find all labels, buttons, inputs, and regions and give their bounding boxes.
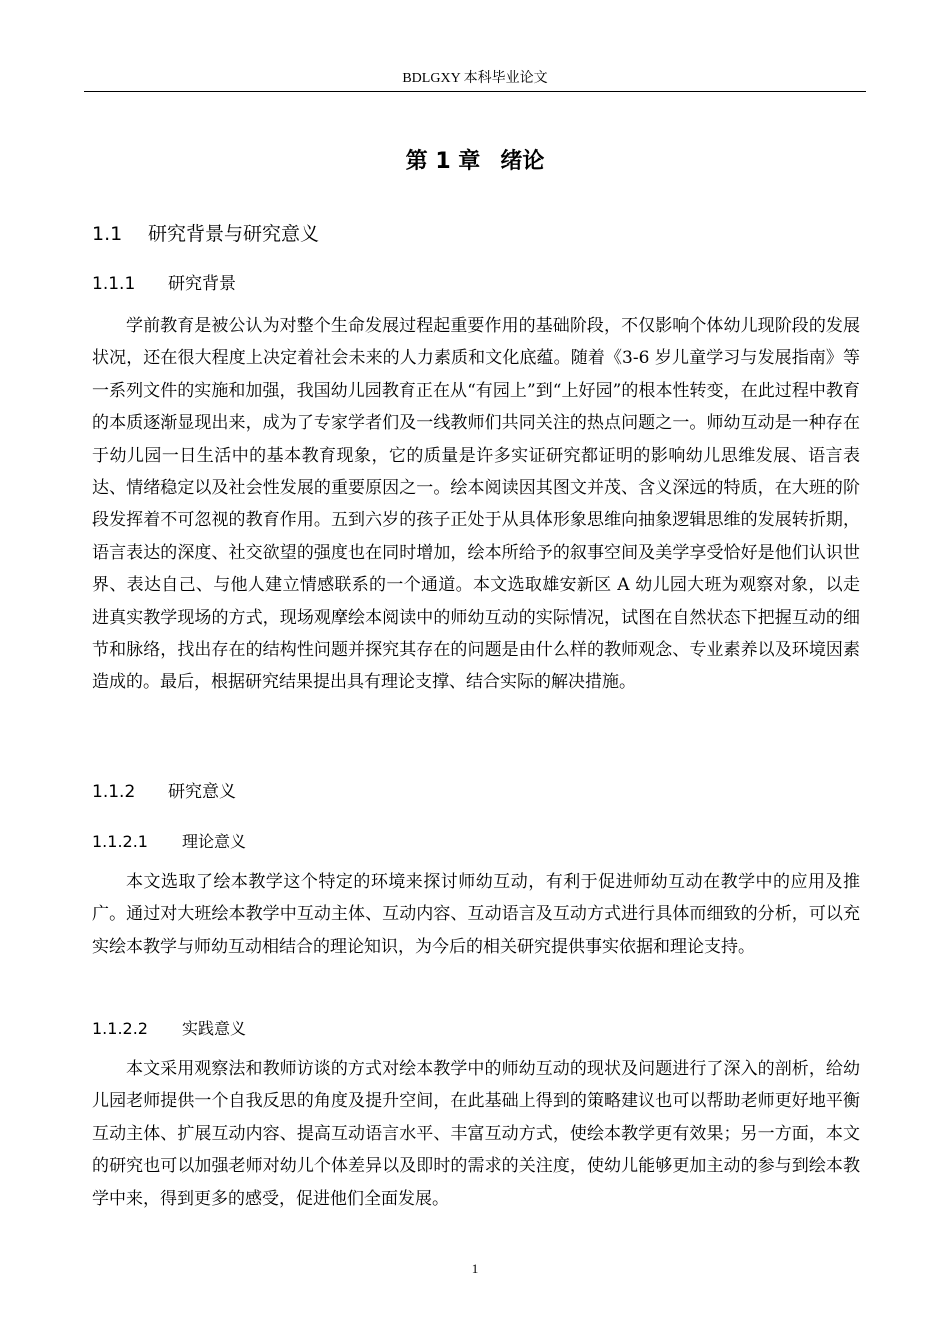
section-title: 实践意义 [182,1019,247,1038]
chapter-number: 第 1 章 [405,149,481,174]
section-title: 研究背景 [168,274,236,294]
paragraph-practical-significance: 本文采用观察法和教师访谈的方式对绘本教学中的师幼互动的现状及问题进行了深入的剖析，给幼儿园老师提供一个自我反思的角度及提升空间，在此基础上得到的策略建议也可以帮助老师更好地平衡互动主体、扩展互动内容、提高互动语言水平、丰富互动方式，使绘本教学更有效果；另一方面，本文的研究也可以加强老师对幼儿个体差异以及即时的需求的关注度，使幼儿能够更加主动的参与到绘本教学中来，得到更多的感受，促进他们全面发展。 [92,1059,860,1209]
section-heading-1-1-2-1 [92,830,246,854]
section-number: 1.1.2 [92,782,136,802]
section-number: 1.1.1 [92,274,136,294]
header-rule [84,91,866,92]
section-number: 1.1.2.2 [92,1019,148,1038]
section-title: 理论意义 [182,832,247,851]
section-heading-1-1 [92,220,319,248]
running-header: BDLGXY 本科毕业论文 [402,71,548,86]
chapter-title [84,146,866,178]
section-heading-1-1-2-2 [92,1017,246,1041]
paragraph-research-background: 学前教育是被公认为对整个生命发展过程起重要作用的基础阶段，不仅影响个体幼儿现阶段的发展状况，还在很大程度上决定着社会未来的人力素质和文化底蕴。随着《3-6 岁儿童学习与发展指南》等一系列文件的实施和加强，我国幼儿园教育正在从“有园上”到“上好园”的根本性转变，在此过程中教育的本质逐渐显现出来，成为了专家学者们及一线教师们共同关注的热点问题之一。师幼互动是一种存在于幼儿园一日生活中的基本教育现象，它的质量是许多实证研究都证明的影响幼儿思维发展、语言表达、情绪稳定以及社会性发展的重要原因之一。绘本阅读因其图文并茂、含义深远的特质，在大班的阶段发挥着不可忽视的教育作用。五到六岁的孩子正处于从具体形象思维向抽象逻辑思维的发展转折期，语言表达的深度、社交欲望的强度也在同时增加，绘本所给予的叙事空间及美学享受恰好是他们认识世界、表达自己、与他人建立情感联系的一个通道。本文选取雄安新区 A 幼儿园大班为观察对象，以走进真实教学现场的方式，现场观摩绘本阅读中的师幼互动的实际情况，试图在自然状态下把握互动的细节和脉络，找出存在的结构性问题并探究其存在的问题是由什么样的教师观念、专业素养以及环境因素造成的。最后，根据研究结果提出具有理论支撑、结合实际的解决措施。 [92,316,860,693]
section-number: 1.1.2.1 [92,832,148,851]
chapter-name: 绪论 [500,149,545,174]
paragraph-theoretical-significance: 本文选取了绘本教学这个特定的环境来探讨师幼互动，有利于促进师幼互动在教学中的应用及推广。通过对大班绘本教学中互动主体、互动内容、互动语言及互动方式进行具体而细致的分析，可以充实绘本教学与师幼互动相结合的理论知识，为今后的相关研究提供事实依据和理论支持。 [92,872,860,957]
section-heading-1-1-1 [92,271,236,297]
page-number: 1 [471,1261,479,1276]
section-heading-1-1-2 [92,779,236,805]
section-title: 研究意义 [168,782,236,802]
section-number: 1.1 [92,223,123,245]
section-title: 研究背景与研究意义 [148,223,320,245]
